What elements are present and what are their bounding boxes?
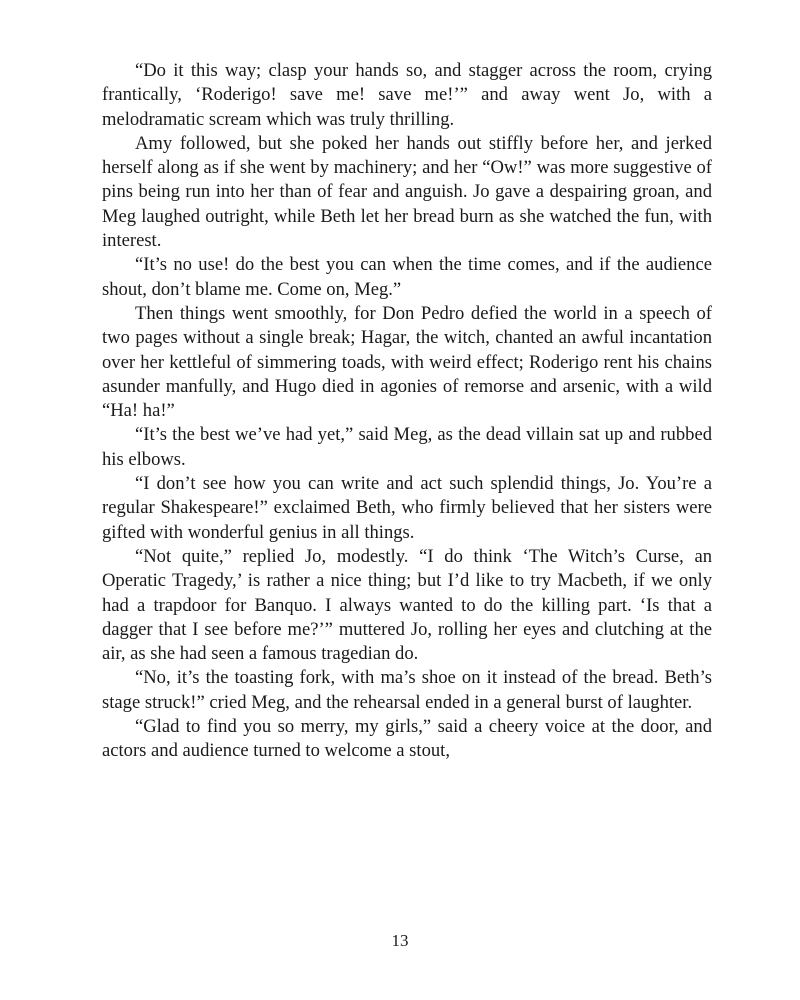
paragraph-2: Amy followed, but she poked her hands out stiffly before her, and jerked herself along as if she went by machinery; and her “Ow!” was more suggestive of pins being run into her than of fear and anguish. Jo gave a despairing groan, and Meg laughed outright, while Beth let her bread burn as she watched the fun, with interest. xyxy=(102,132,712,252)
paragraph-7: “Not quite,” replied Jo, modestly. “I do think ‘The Witch’s Curse, an Operatic Tragedy,’ is rather a nice thing; but I’d like to try Macbeth, if we only had a trapdoor for Banquo. I always wanted to do the killing part. ‘Is that a dagger that I see before me?’” muttered Jo, rolling her eyes and clutching at the air, as she had seen a famous tragedian do. xyxy=(102,545,712,665)
page-body xyxy=(102,59,712,764)
paragraph-1: “Do it this way; clasp your hands so, and stagger across the room, crying frantically, ‘Roderigo! save me! save me!’” and away went Jo, with a melodramatic scream which was truly thrilling. xyxy=(102,60,712,130)
paragraph-5: “It’s the best we’ve had yet,” said Meg, as the dead villain sat up and rubbed his elbows. xyxy=(102,424,712,470)
paragraph-3: “It’s no use! do the best you can when the time comes, and if the audience shout, don’t blame me. Come on, Meg.” xyxy=(102,254,712,300)
paragraph-6: “I don’t see how you can write and act such splendid things, Jo. You’re a regular Shakespeare!” exclaimed Beth, who firmly believed that her sisters were gifted with wonderful genius in all things. xyxy=(102,473,712,543)
paragraph-4: Then things went smoothly, for Don Pedro defied the world in a speech of two pages without a single break; Hagar, the witch, chanted an awful incantation over her kettleful of simmering toads, with weird effect; Roderigo rent his chains asunder manfully, and Hugo died in agonies of remorse and arsenic, with a wild “Ha! ha!” xyxy=(102,302,712,422)
paragraph-9: “Glad to find you so merry, my girls,” said a cheery voice at the door, and actors and audience turned to welcome a stout, xyxy=(102,716,712,762)
paragraph-8: “No, it’s the toasting fork, with ma’s shoe on it instead of the bread. Beth’s stage struck!” cried Meg, and the rehearsal ended in a general burst of laughter. xyxy=(102,667,712,713)
page-number: 13 xyxy=(391,931,409,950)
